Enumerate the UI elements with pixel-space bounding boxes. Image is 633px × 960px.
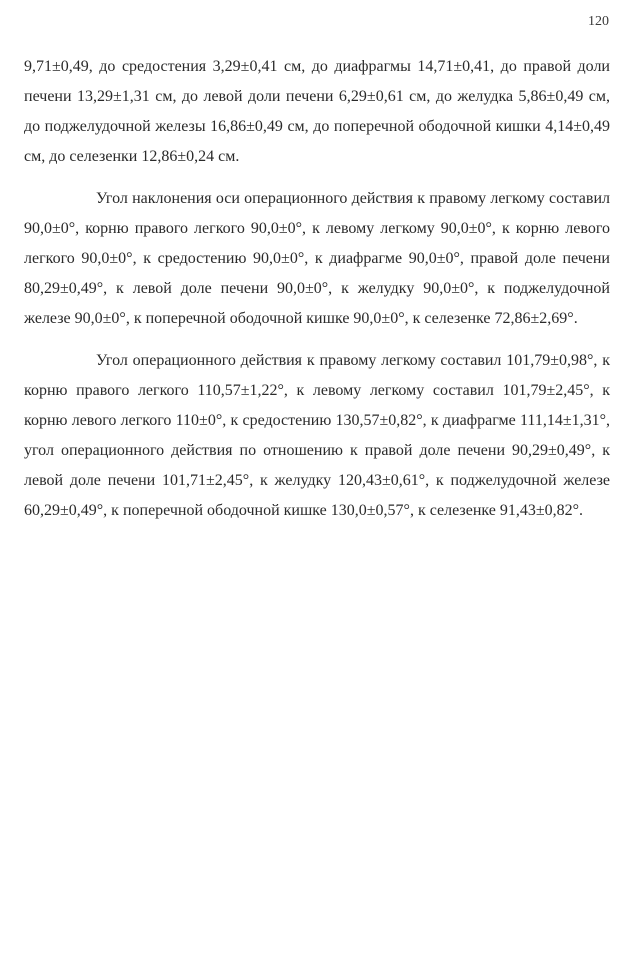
page-number: 120 (588, 14, 609, 29)
paragraph-operative-action-angle: Угол операционного действия к правому легкому составил 101,79±0,98°, к корню правого легкого 110,57±1,22°, к левому легкому составил 101,79±2,45°, к корню левого легкого 110±0°, к средостению 130,57±0,82°, к диафрагме 111,14±1,31°, угол операционного действия по отношению к правой доле печени 90,29±0,49°, к левой доле печени 101,71±2,45°, к желудку 120,43±0,61°, к поджелудочной железе 60,29±0,49°, к поперечной ободочной кишке 130,0±0,57°, к селезенке 91,43±0,82°. (24, 352, 610, 519)
paragraph-distances: 9,71±0,49, до средостения 3,29±0,41 см, до диафрагмы 14,71±0,41, до правой доли печени 13,29±1,31 см, до левой доли печени 6,29±0,61 см, до желудка 5,86±0,49 см, до поджелудочной железы 16,86±0,49 см, до поперечной ободочной кишки 4,14±0,49 см, до селезенки 12,86±0,24 см. (24, 58, 610, 165)
paragraph-axis-inclination-angle: Угол наклонения оси операционного действия к правому легкому составил 90,0±0°, корню правого легкого 90,0±0°, к левому легкому 90,0±0°, к корню левого легкого 90,0±0°, к средостению 90,0±0°, к диафрагме 90,0±0°, правой доле печени 80,29±0,49°, к левой доле печени 90,0±0°, к желудку 90,0±0°, к поджелудочной железе 90,0±0°, к поперечной ободочной кишке 90,0±0°, к селезенке 72,86±2,69°. (24, 190, 610, 327)
body-text (24, 52, 610, 526)
